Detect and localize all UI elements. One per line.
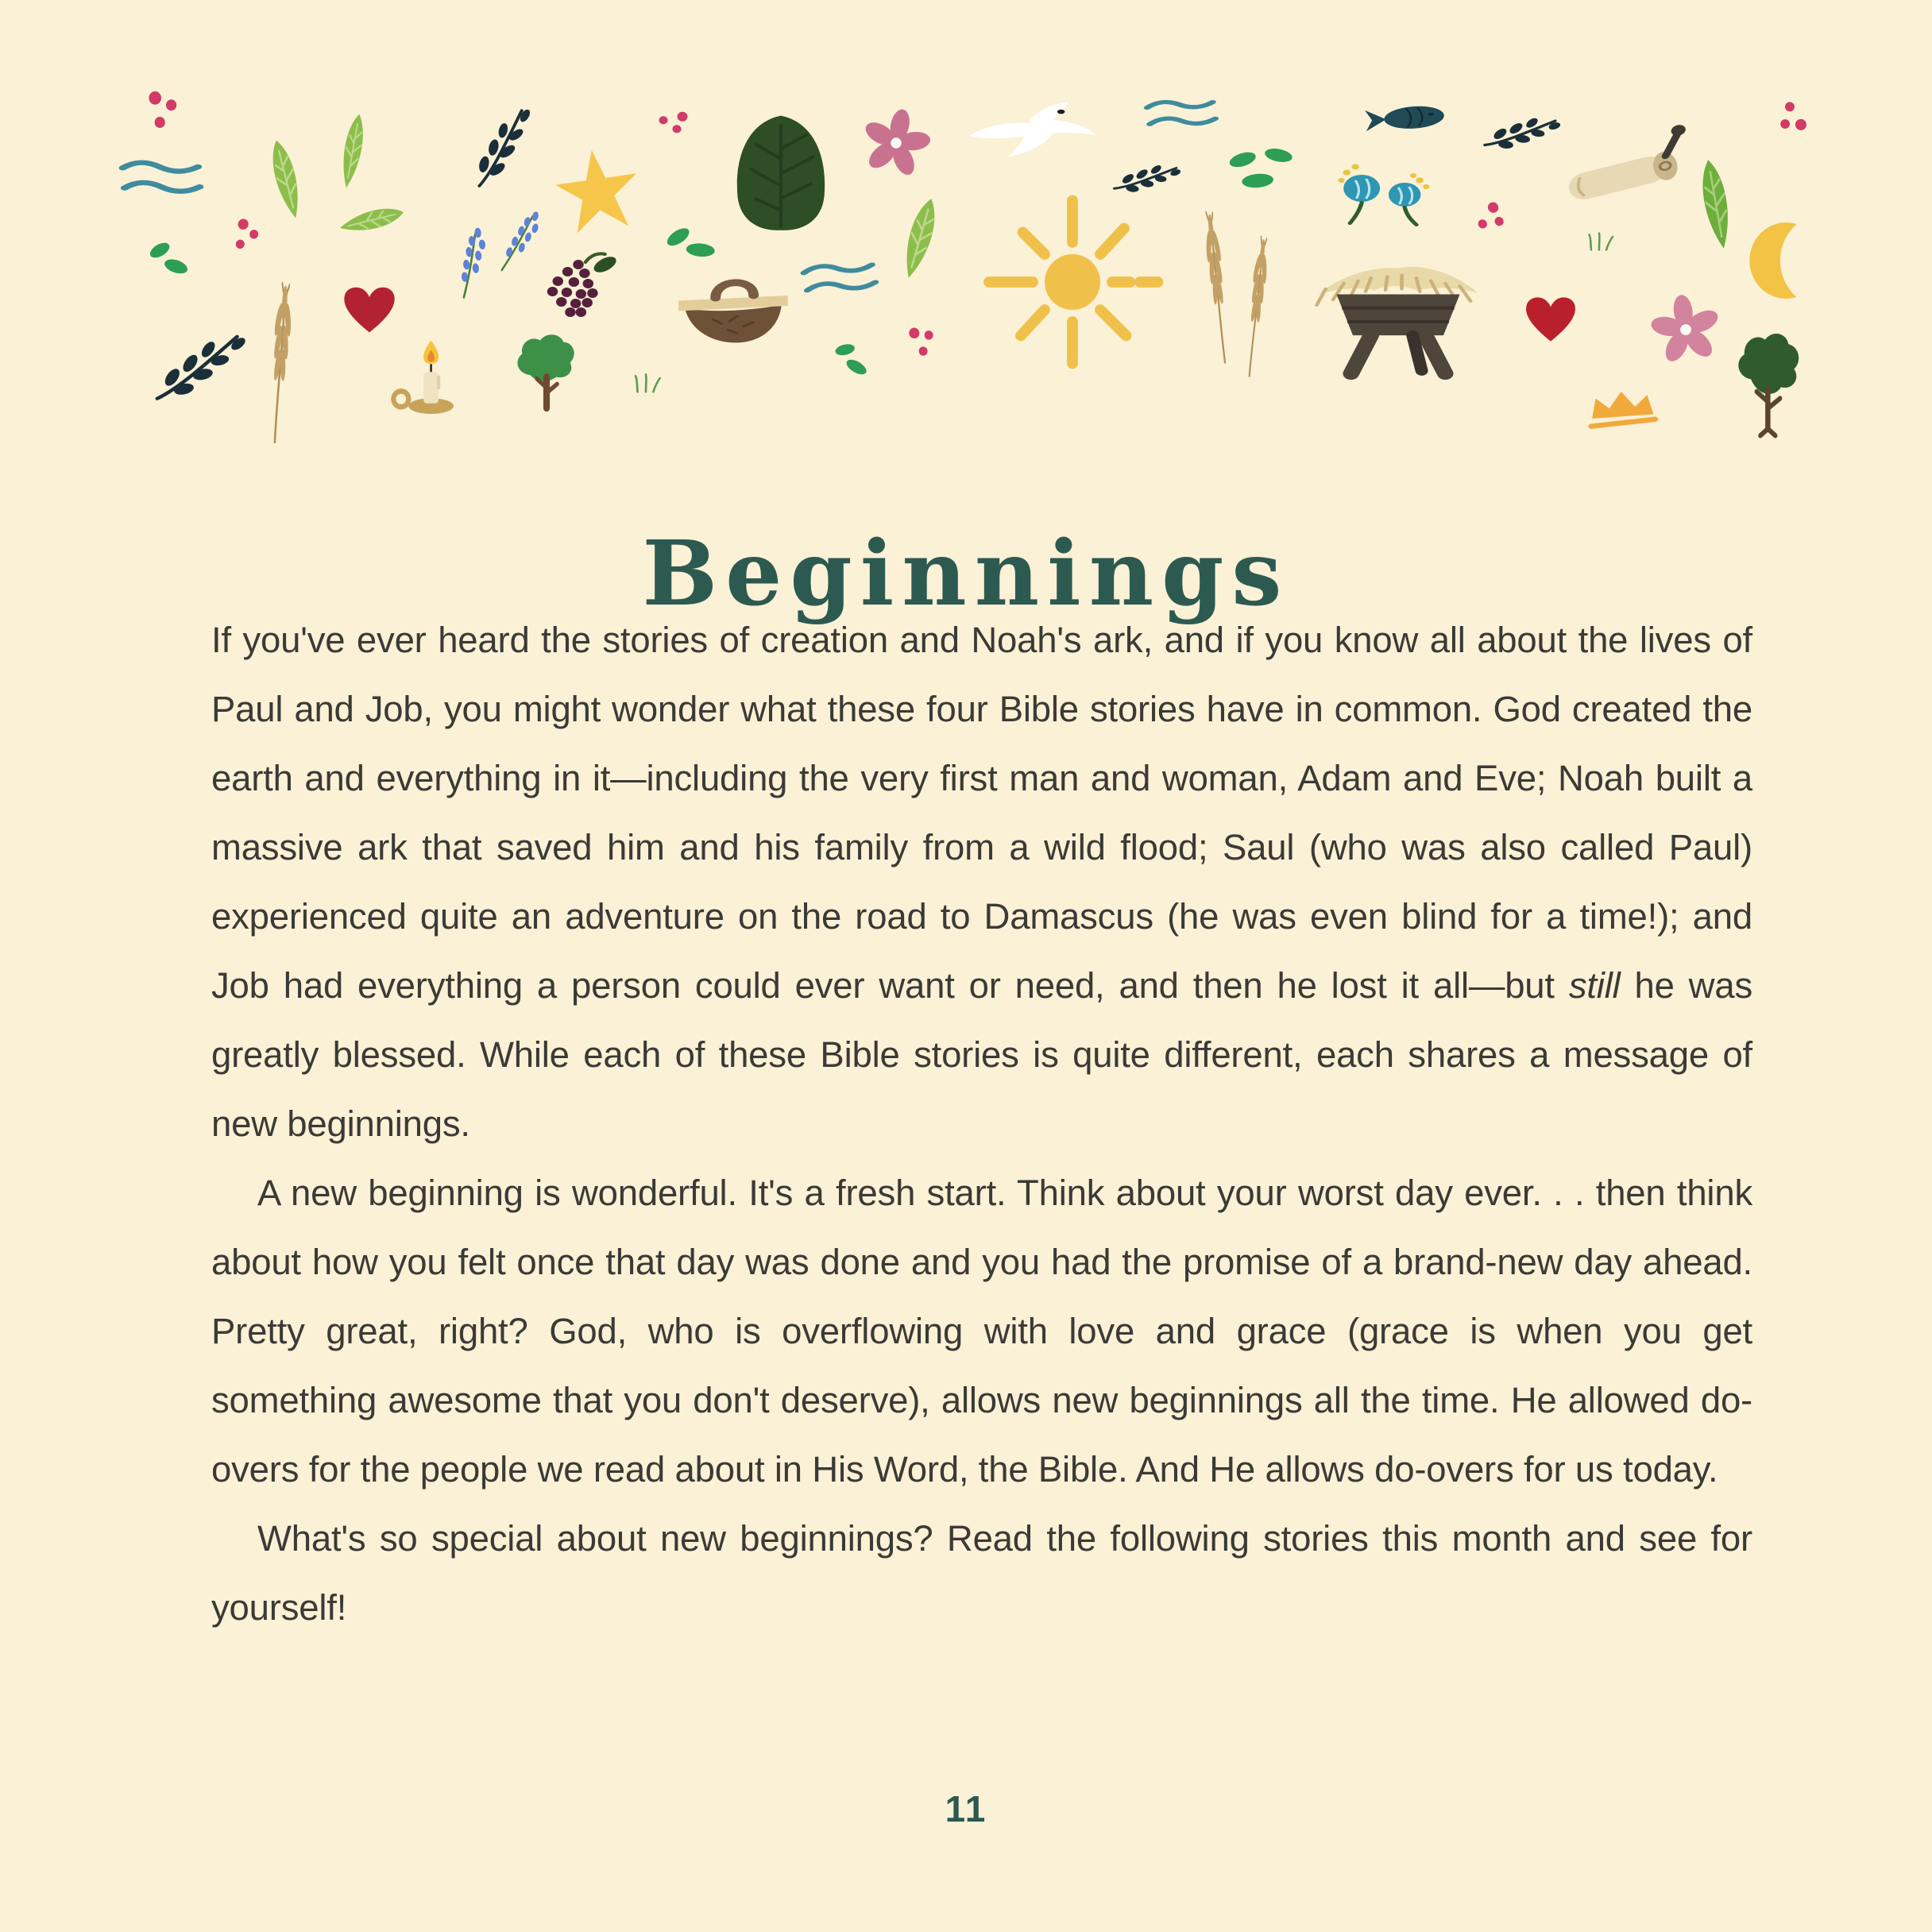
- wheat-icon: [1229, 233, 1285, 379]
- leaf-duo-icon: [143, 236, 195, 284]
- tree-icon: [1719, 327, 1813, 440]
- leaf-icon: [881, 189, 960, 288]
- big-leaf-icon: [725, 112, 837, 235]
- blue-tulips-icon: [1327, 155, 1435, 234]
- grass-icon: [1579, 218, 1619, 253]
- waves-icon: [798, 249, 882, 307]
- pink-flower-icon: [1642, 286, 1730, 374]
- tree-icon: [506, 329, 587, 418]
- navy-branch-icon: [453, 101, 551, 195]
- fish-icon: [1360, 87, 1457, 146]
- wheat-icon: [249, 279, 311, 445]
- manger-icon: [1308, 248, 1489, 384]
- moon-icon: [1749, 221, 1826, 300]
- basket-icon: [670, 274, 797, 360]
- leaf-duo-icon: [655, 215, 727, 275]
- star-icon: [547, 141, 647, 241]
- leaf-icon: [333, 188, 411, 251]
- heart-icon: [1519, 288, 1582, 347]
- page-title: Beginnings: [642, 522, 1290, 627]
- waves-icon: [118, 150, 205, 206]
- text-run: he was greatly blessed. While each of these Bible stories is quite different, each shares a message of new beginnings.: [211, 965, 1752, 1144]
- pink-berries-icon: [899, 316, 949, 366]
- paragraph: [211, 605, 1752, 1158]
- crown-icon: [1577, 373, 1667, 442]
- pink-berries-icon: [1463, 191, 1520, 249]
- pink-dots-icon: [652, 105, 692, 141]
- pink-dots-icon: [140, 86, 187, 137]
- text-run: What's so special about new beginnings? Read the following stories this month and see for yourself!: [211, 1518, 1752, 1628]
- waves-icon: [1142, 88, 1221, 140]
- leaf-icon: [1679, 153, 1752, 255]
- pink-berries-icon: [221, 211, 272, 263]
- leaf-icon: [324, 109, 381, 193]
- italic-text: still: [1568, 965, 1621, 1006]
- text-run: If you've ever heard the stories of creation and Noah's ark, and if you know all about the lives of Paul and Job, you might wonder what these four Bible stories have in common. God created the earth and everything in it—including the very first man and woman, Adam and Eve; Noah built a massive ark that saved him and his family from a wild flood; Saul (who was also called Paul) experienced quite an adventure on the road to Damascus (he was even blind for a time!); and Job had everything a person could ever want or need, and then he lost it all—but: [211, 620, 1752, 1006]
- grass-icon: [625, 359, 667, 396]
- heart-icon: [337, 278, 402, 338]
- text-run: A new beginning is wonderful. It's a fresh start. Think about your worst day ever. . . then think about how you felt once that day was done and you had the promise of a brand-new day ahead. Pretty great, right? God, who is overflowing with love and grace (grace is when you get something awesome that you don't deserve), allows new beginnings all the time. He allowed do-overs for the people we read about in His Word, the Bible. And He allows do-overs for us today.: [211, 1173, 1752, 1490]
- navy-branch-icon: [1477, 91, 1565, 176]
- grapes-icon: [534, 248, 623, 327]
- pink-flower-icon: [851, 98, 941, 188]
- pink-dots-icon: [1762, 89, 1817, 144]
- leaf-trio-icon: [1222, 140, 1305, 202]
- paragraph: [211, 1504, 1752, 1642]
- dove-icon: [960, 84, 1107, 168]
- leaf-duo-icon: [823, 334, 881, 385]
- leaf-icon: [250, 132, 321, 226]
- navy-branch-icon: [149, 319, 249, 415]
- body-text: [211, 605, 1752, 1642]
- sun-icon: [973, 183, 1172, 381]
- candle-icon: [388, 335, 471, 423]
- decoration-band: [0, 0, 1932, 493]
- paragraph: [211, 1158, 1752, 1504]
- page-number: 11: [945, 1788, 987, 1830]
